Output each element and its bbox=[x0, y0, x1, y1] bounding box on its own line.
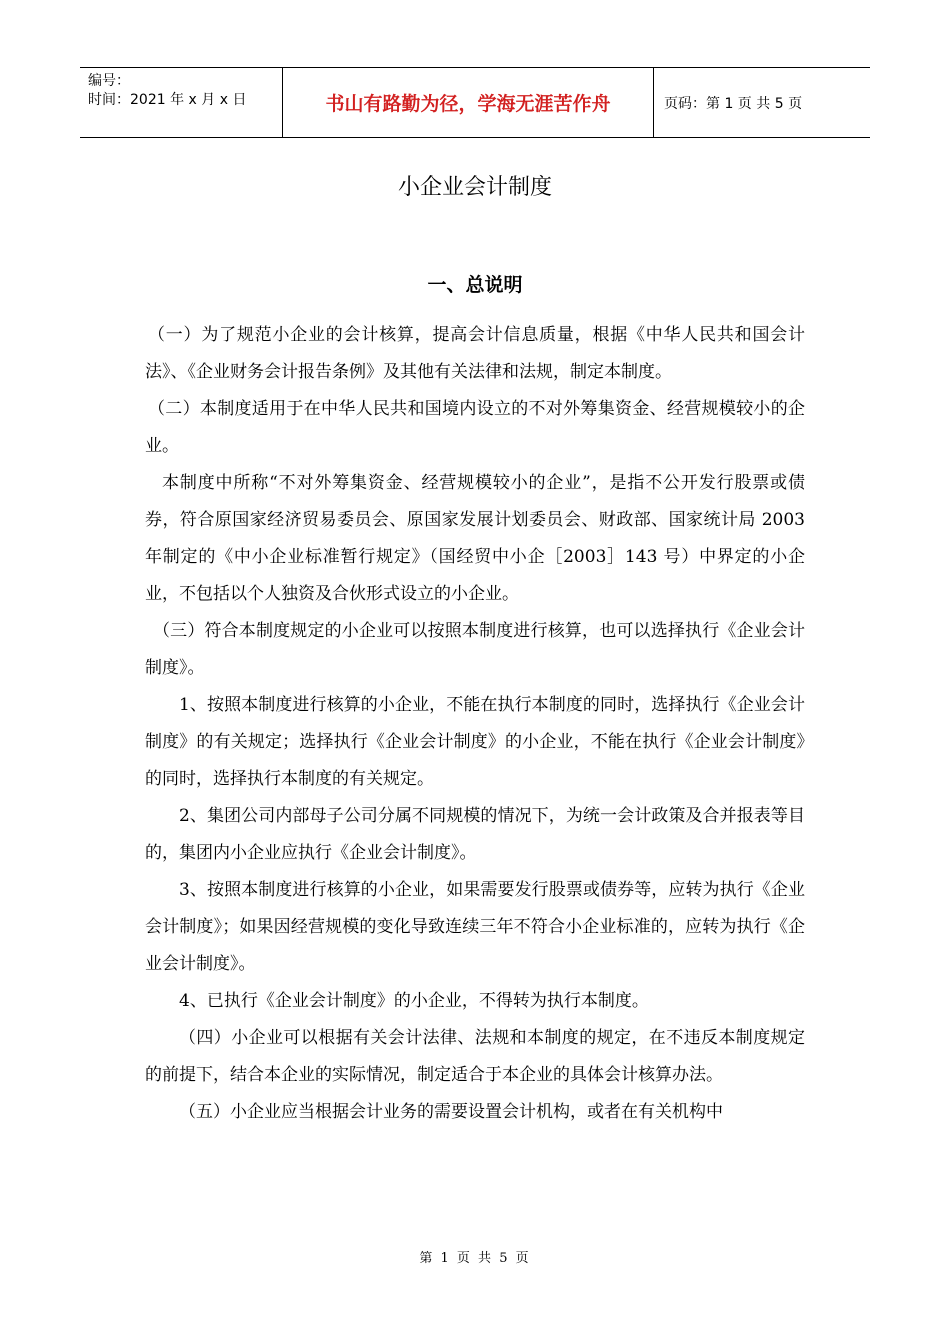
paragraph: （四）小企业可以根据有关会计法律、法规和本制度的规定，在不违反本制度规定的前提下，结合本企业的实际情况，制定适合于本企业的具体会计核算办法。 bbox=[145, 1028, 805, 1085]
header-motto: 书山有路勤为径，学海无涯苦作舟 bbox=[282, 68, 654, 137]
paragraph: （二）本制度适用于在中华人民共和国境内设立的不对外筹集资金、经营规模较小的企业。 bbox=[145, 399, 805, 456]
paragraph: （一）为了规范小企业的会计核算，提高会计信息质量，根据《中华人民共和国会计法》、《企业财务会计报告条例》及其他有关法律和法规，制定本制度。 bbox=[145, 325, 805, 382]
paragraph: （五）小企业应当根据会计业务的需要设置会计机构，或者在有关机构中 bbox=[179, 1102, 723, 1122]
paragraph: （三）符合本制度规定的小企业可以按照本制度进行核算，也可以选择执行《企业会计制度》。 bbox=[145, 621, 805, 678]
paragraph: 1、按照本制度进行核算的小企业，不能在执行本制度的同时，选择执行《企业会计制度》的有关规定；选择执行《企业会计制度》的小企业，不能在执行《企业会计制度》的同时，选择执行本制度的有关规定。 bbox=[145, 695, 805, 789]
paragraph: 3、按照本制度进行核算的小企业，如果需要发行股票或债券等，应转为执行《企业会计制度》；如果因经营规模的变化导致连续三年不符合小企业标准的，应转为执行《企业会计制度》。 bbox=[145, 880, 805, 974]
page-footer: 第 1 页 共 5 页 bbox=[419, 1251, 531, 1266]
page-header bbox=[80, 67, 870, 138]
number-label: 编号： bbox=[88, 73, 130, 89]
header-meta bbox=[80, 68, 282, 137]
paragraph: 本制度中所称“不对外筹集资金、经营规模较小的企业”，是指不公开发行股票或债券，符合原国家经济贸易委员会、原国家发展计划委员会、财政部、国家统计局 2003 年制定的《中小企业标准暂行规定》（国经贸中小企［2003］143 号）中界定的小企业，不包括以个人独资及合伙形式设立的小企业。 bbox=[145, 473, 805, 604]
time-label: 时间：2021 年 x 月 x 日 bbox=[88, 92, 247, 108]
document-title: 小企业会计制度 bbox=[397, 175, 552, 200]
body-text bbox=[145, 317, 805, 1131]
header-page-label: 页码：第 1 页 共 5 页 bbox=[664, 95, 803, 112]
section-title: 一、总说明 bbox=[427, 274, 523, 296]
paragraph: 2、集团公司内部母子公司分属不同规模的情况下，为统一会计政策及合并报表等目的，集团内小企业应执行《企业会计制度》。 bbox=[145, 806, 805, 863]
paragraph: 4、已执行《企业会计制度》的小企业，不得转为执行本制度。 bbox=[179, 991, 649, 1011]
